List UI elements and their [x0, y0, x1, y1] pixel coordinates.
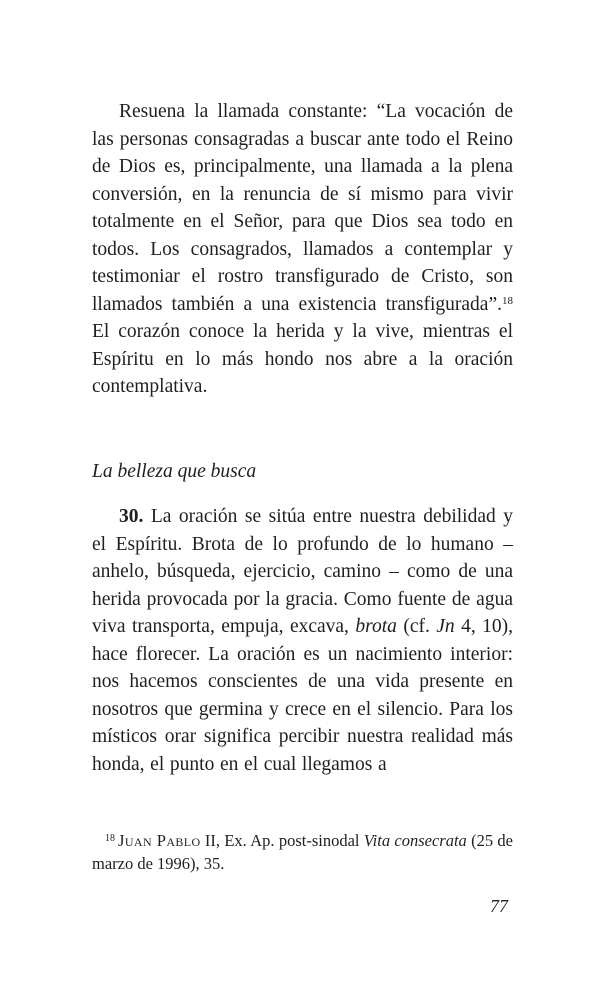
paragraph-30-text-end: 4, 10), hace florecer. La oración es un nacimiento interior: nos hacemos conscientes de una vida presente en nosotros que germina y crece en el silencio. Para los místicos orar significa percibir nuestra realidad más honda, el punto en el cual llegamos a [92, 616, 513, 775]
paragraph-intro-text-cont: El corazón conoce la herida y la vive, mientras el Espíritu en lo más hondo nos abre a la oración contemplativa. [92, 321, 513, 397]
section-heading: La belleza que busca [92, 461, 257, 482]
paragraph-30-text: La oración se sitúa entre nuestra debilidad y el Espíritu. Brota de lo profundo de lo humano – anhelo, búsqueda, ejercicio, camino – como de una herida provocada por la gracia. Como fuente de agua viva transporta, empuja, excava, [92, 506, 513, 637]
paragraph-number: 30. [119, 506, 144, 527]
footnote [92, 829, 513, 875]
footnote-author: Juan Pablo [118, 831, 201, 850]
italic-word-brota: brota [355, 616, 397, 637]
footnote-text-end: (25 de marzo de 1996), 35. [92, 831, 514, 873]
paragraph-intro-text: Resuena la llamada constante: “La vocación de las personas consagradas a buscar ante todo el Reino de Dios es, principalmente, una llamada a la plena conversión, en la renuncia de sí mismo para vivir totalmente en el Señor, para que Dios sea todo en todos. Los consagrados, llamados a contemplar y testimoniar el rostro transfigurado de Cristo, son llamados también a una existencia transfigurada”. [92, 101, 513, 315]
footnote-text: II, Ex. Ap. post-sinodal [200, 831, 364, 850]
paragraph-intro [92, 98, 513, 401]
footnote-ref-marker: 18 [502, 294, 513, 307]
paragraph-30 [92, 503, 513, 778]
paragraph-30-text-cont: (cf. [396, 616, 437, 637]
footnote-number: 18 [105, 833, 115, 844]
italic-book-jn: Jn [436, 616, 455, 637]
footnote-work-title: Vita consecrata [363, 831, 467, 850]
page-number: 77 [490, 896, 508, 916]
